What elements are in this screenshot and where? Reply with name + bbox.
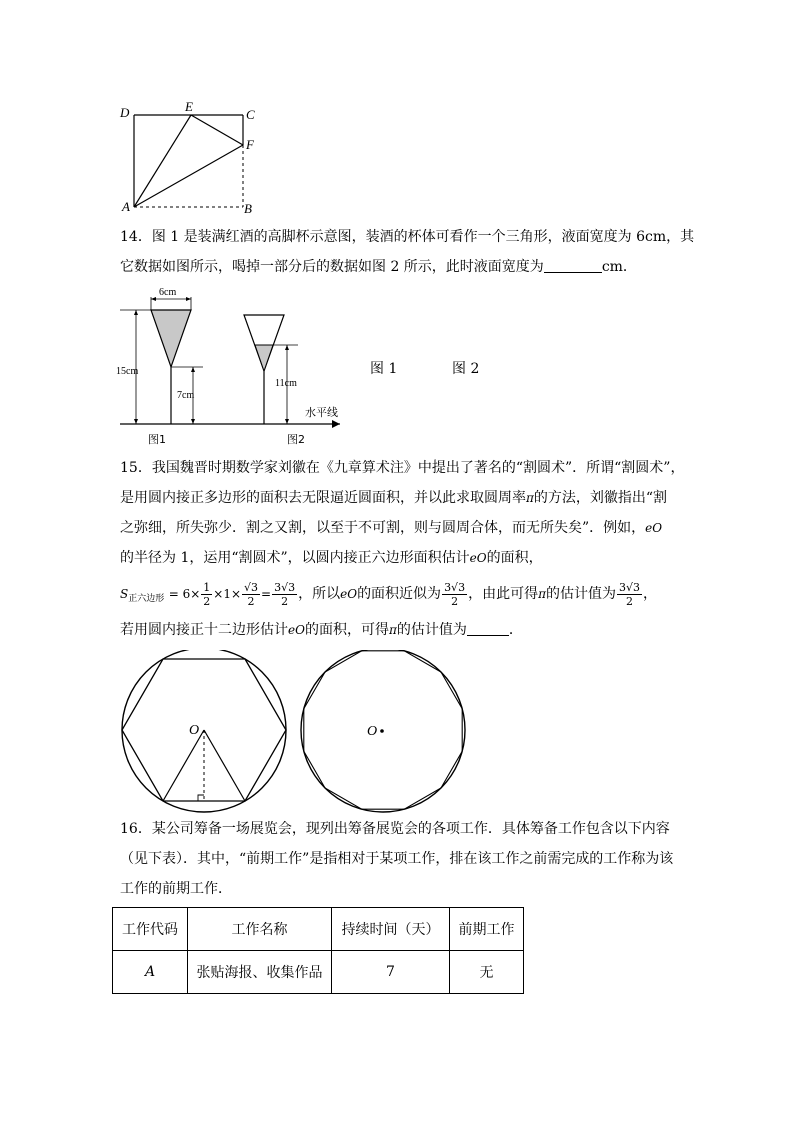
q15-l5-m2: 的面积近似为 (357, 586, 442, 602)
dim-15cm: 15cm (116, 366, 139, 377)
label-C: C (246, 107, 255, 122)
q15-line6-end: ． (508, 622, 523, 638)
label-D: D (120, 105, 130, 120)
circles-figure (115, 650, 475, 818)
frac-3sqrt3-over-2 (272, 581, 297, 608)
equals: = (261, 587, 272, 601)
q15-line4-b: 的面积， (486, 550, 543, 566)
q15-line2-text: 是用圆内接正多边形的面积去无限逼近圆面积，并以此求取圆周率 (120, 490, 526, 506)
q15-line5-formula (120, 573, 680, 615)
frac-den: 2 (203, 594, 211, 608)
circle-O: O (652, 521, 663, 535)
frac-half (201, 581, 212, 608)
q15-l5-m1: ，所以 (298, 586, 341, 602)
question-16 (120, 814, 680, 904)
q15-line3-text: 之弥细，所失弥少．割之又割，以至于不可割，则与圆周合体，而无所失矣”．例如， (120, 520, 646, 536)
label-F: F (246, 137, 254, 152)
table-row (113, 951, 524, 994)
frac-3sqrt3-over-2 (442, 581, 467, 608)
q14-line2 (120, 252, 680, 282)
horizon-label: 水平线 (305, 406, 338, 419)
area-S-sub: 正六边形 (128, 594, 165, 604)
table-cell: 张贴海报、收集作品 (188, 951, 332, 994)
frac-num: 3√3 (274, 580, 296, 594)
q15-l5-m4: 的估计值为 (545, 586, 616, 602)
table-cell: A (113, 951, 188, 994)
q16-line2: （见下表）．其中，“前期工作”是指相对于某项工作，排在该工作之前需完成的工作称为该 (120, 851, 674, 867)
q15-line6-a: 若用圆内接正十二边形估计 (120, 622, 288, 638)
comma: ， (642, 586, 657, 602)
q15-line2 (120, 483, 680, 513)
dim-11cm: 11cm (275, 378, 297, 389)
q15-line3 (120, 513, 680, 543)
frac-num: 1 (203, 580, 211, 594)
q15-line6-c: 的估计值为 (396, 622, 467, 638)
work-table (112, 907, 524, 994)
right-center-O: O (367, 724, 378, 739)
q16-line1: 16．某公司筹备一场展览会，现列出筹备展览会的各项工作．具体筹备工作包含以下内容 (120, 821, 670, 837)
frac-num: 3√3 (444, 580, 466, 594)
q15-line4 (120, 543, 680, 573)
frac-3sqrt3-over-2 (617, 581, 642, 608)
circle-O: O (295, 623, 305, 637)
rectangle-figure (110, 95, 280, 220)
q14-line2-unit: cm． (601, 259, 637, 275)
label-A: A (122, 199, 130, 214)
label-B: B (244, 201, 252, 216)
pi-symbol: π (538, 587, 546, 601)
label-figure-2: 图 2 (452, 361, 480, 377)
frac-den: 2 (247, 594, 255, 608)
answer-blank-14[interactable] (544, 258, 602, 273)
q15-line6 (120, 615, 680, 645)
answer-blank-15[interactable] (467, 621, 509, 636)
left-center-O: O (189, 723, 200, 738)
label-figure-1: 图 1 (370, 361, 398, 377)
q15-line4-a: 的半径为 1，运用“割圆术”，以圆内接正六边形面积估计 (120, 550, 470, 566)
q15-l5-m3: ，由此可得 (468, 586, 539, 602)
table-header-cell: 工作名称 (188, 908, 332, 951)
table-header-row (113, 908, 524, 951)
question-14 (120, 222, 695, 282)
q14-line2-text: 它数据如图所示，喝掉一部分后的数据如图 2 所示，此时液面宽度为 (120, 259, 544, 275)
fig1-caption: 图1 (148, 433, 166, 446)
frac-num: 3√3 (618, 580, 640, 594)
eq-prefix: = 6× (168, 587, 201, 601)
circle-O: O (347, 587, 358, 601)
times: ×1× (213, 587, 242, 601)
question-15 (120, 453, 685, 645)
circle-symbol: e (288, 623, 296, 637)
frac-den: 2 (281, 594, 289, 608)
table-header-cell: 工作代码 (113, 908, 188, 951)
frac-num: √3 (244, 580, 259, 594)
goblet-figure (115, 285, 355, 450)
dim-6cm: 6cm (159, 287, 177, 298)
label-E: E (185, 99, 193, 114)
fig2-caption: 图2 (287, 433, 305, 446)
q14-line1: 14．图 1 是装满红酒的高脚杯示意图，装酒的杯体可看作一个三角形，液面宽度为 6cm，其 (120, 229, 695, 245)
frac-sqrt3-over-2 (242, 581, 260, 608)
q15-line1: 15．我国魏晋时期数学家刘徽在《九章算术注》中提出了著名的“割圆术”．所谓“割圆术”， (120, 460, 685, 476)
q16-line3: 工作的前期工作． (120, 881, 232, 897)
table-header-cell: 持续时间（天） (332, 908, 450, 951)
table-header-cell: 前期工作 (450, 908, 524, 951)
frac-den: 2 (451, 594, 459, 608)
table-cell: 无 (450, 951, 524, 994)
table-cell: 7 (332, 951, 450, 994)
circle-symbol: e (469, 551, 477, 565)
q15-line2-end: 的方法，刘徽指出“割 (533, 490, 668, 506)
pi-symbol: π (388, 623, 397, 637)
pi-symbol: π (526, 491, 534, 505)
q15-line6-b: 的面积，可得 (304, 622, 389, 638)
area-S: S (120, 587, 129, 601)
circle-symbol: e (645, 521, 653, 535)
frac-den: 2 (625, 594, 633, 608)
circle-symbol: e (340, 587, 348, 601)
dim-7cm: 7cm (177, 390, 195, 401)
circle-O: O (476, 551, 487, 565)
